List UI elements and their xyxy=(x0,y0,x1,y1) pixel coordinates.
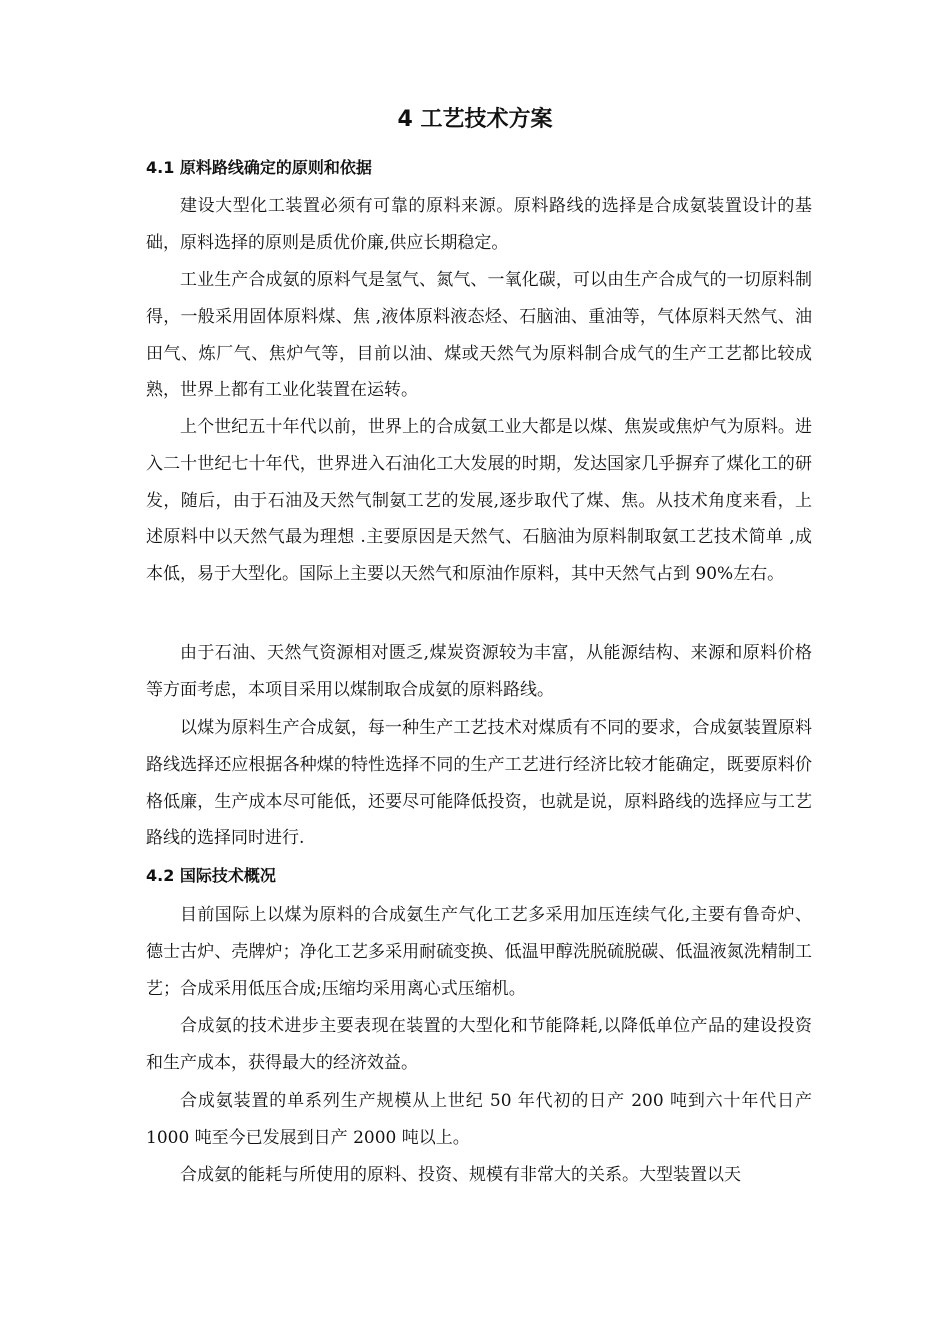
paragraph: 工业生产合成氨的原料气是氢气、氮气、一氧化碳，可以由生产合成气的一切原料制得，一般采用固体原料煤、焦 ,液体原料液态烃、石脑油、重油等，气体原料天然气、油田气、炼厂气、焦炉气等，目前以油、煤或天然气为原料制合成气的生产工艺都比较成熟，世界上都有工业化装置在运转。 xyxy=(146,270,812,401)
section-heading-4-2: 4.2 国际技术概况 xyxy=(146,866,276,885)
paragraph: 合成氨装置的单系列生产规模从上世纪 50 年代初的日产 200 吨到六十年代日产 1000 吨至今已发展到日产 2000 吨以上。 xyxy=(146,1091,812,1148)
paragraph: 由于石油、天然气资源相对匮乏,煤炭资源较为丰富，从能源结构、来源和原料价格等方面考虑，本项目采用以煤制取合成氨的原料路线。 xyxy=(146,643,812,700)
section-heading-4-1: 4.1 原料路线确定的原则和依据 xyxy=(146,158,372,177)
paragraph: 合成氨的技术进步主要表现在装置的大型化和节能降耗,以降低单位产品的建设投资和生产成本，获得最大的经济效益。 xyxy=(146,1016,812,1073)
paragraph: 以煤为原料生产合成氨，每一种生产工艺技术对煤质有不同的要求，合成氨装置原料路线选择还应根据各种煤的特性选择不同的生产工艺进行经济比较才能确定，既要原料价格低廉，生产成本尽可能低，还要尽可能降低投资，也就是说，原料路线的选择应与工艺路线的选择同时进行. xyxy=(146,718,812,849)
chapter-title: 4 工艺技术方案 xyxy=(397,107,553,132)
paragraph: 目前国际上以煤为原料的合成氨生产气化工艺多采用加压连续气化,主要有鲁奇炉、德士古炉、壳牌炉；净化工艺多采用耐硫变换、低温甲醇洗脱硫脱碳、低温液氮洗精制工艺；合成采用低压合成;压缩均采用离心式压缩机。 xyxy=(146,905,812,999)
paragraph: 合成氨的能耗与所使用的原料、投资、规模有非常大的关系。大型装置以天 xyxy=(180,1165,741,1185)
paragraph: 上个世纪五十年代以前，世界上的合成氨工业大都是以煤、焦炭或焦炉气为原料。进入二十世纪七十年代，世界进入石油化工大发展的时期，发达国家几乎摒弃了煤化工的研发，随后，由于石油及天然气制氨工艺的发展,逐步取代了煤、焦。从技术角度来看，上述原料中以天然气最为理想 .主要原因是天然气、石脑油为原料制取氨工艺技术简单 ,成本低，易于大型化。国际上主要以天然气和原油作原料，其中天然气占到 90%左右。 xyxy=(146,417,812,585)
paragraph: 建设大型化工装置必须有可靠的原料来源。原料路线的选择是合成氨装置设计的基础，原料选择的原则是质优价廉,供应长期稳定。 xyxy=(146,196,812,253)
